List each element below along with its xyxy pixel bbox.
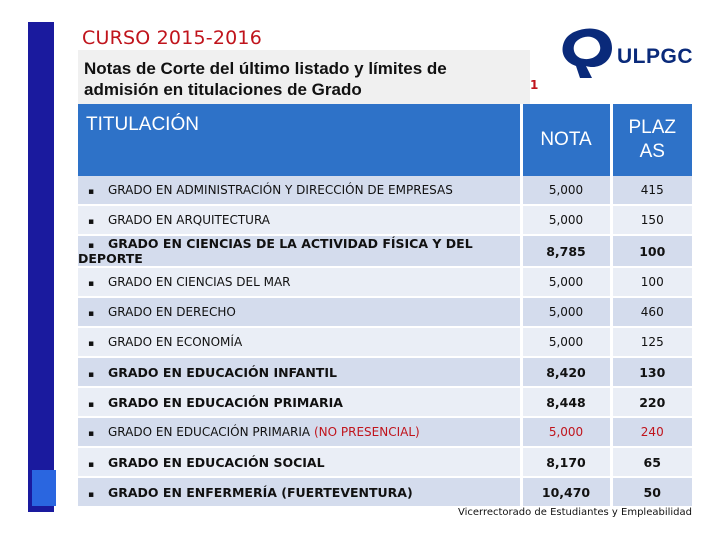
page-subtitle: [84, 58, 524, 100]
row-nota: 5,000: [521, 205, 611, 235]
row-title: GRADO EN ECONOMÍA: [108, 335, 243, 349]
row-title-suffix: (NO PRESENCIAL): [313, 425, 420, 439]
row-title-cell: [78, 176, 521, 205]
table-row: [78, 267, 692, 297]
table-row: [78, 205, 692, 235]
table-row: [78, 176, 692, 205]
row-title-cell: [78, 477, 521, 507]
column-header-nota: NOTA: [521, 104, 611, 176]
table-row: [78, 387, 692, 417]
page-number: 1: [530, 78, 539, 92]
left-accent-bar: [28, 22, 54, 512]
row-title: GRADO EN EDUCACIÓN SOCIAL: [108, 454, 325, 470]
grades-table: [78, 104, 692, 508]
row-nota: 5,000: [521, 297, 611, 327]
course-title: CURSO 2015-2016: [82, 27, 262, 49]
bullet-icon: ▪: [87, 459, 95, 470]
row-nota: 8,448: [521, 387, 611, 417]
row-title: GRADO EN DERECHO: [108, 305, 236, 319]
row-title: GRADO EN EDUCACIÓN INFANTIL: [108, 364, 337, 380]
table-header-row: [78, 104, 692, 176]
bullet-icon: ▪: [87, 187, 95, 197]
bullet-icon: ▪: [87, 279, 95, 289]
row-plazas: 240: [611, 417, 692, 447]
row-title-cell: [78, 267, 521, 297]
subtitle-line-1: Notas de Corte del último listado y límites de: [84, 59, 447, 78]
row-plazas: 150: [611, 205, 692, 235]
logo-text: ULPGC: [617, 45, 693, 68]
row-title-cell: [78, 205, 521, 235]
row-title: GRADO EN ARQUITECTURA: [108, 213, 271, 227]
row-plazas: 125: [611, 327, 692, 357]
bullet-icon: ▪: [87, 339, 95, 349]
row-nota: 5,000: [521, 176, 611, 205]
row-nota: 10,470: [521, 477, 611, 507]
row-title-cell: [78, 387, 521, 417]
row-nota: 5,000: [521, 417, 611, 447]
bullet-icon: ▪: [87, 369, 95, 380]
table-row: [78, 327, 692, 357]
plazas-header-line-1: PLAZ: [628, 117, 677, 138]
bullet-icon: ▪: [87, 429, 95, 439]
row-title-cell: [78, 357, 521, 387]
row-plazas: 50: [611, 477, 692, 507]
row-nota: 5,000: [521, 267, 611, 297]
plazas-header-line-2: AS: [639, 141, 665, 162]
column-header-plazas: [611, 104, 692, 176]
table-row: [78, 357, 692, 387]
row-title-cell: [78, 327, 521, 357]
row-nota: 8,420: [521, 357, 611, 387]
row-plazas: 415: [611, 176, 692, 205]
table-row: [78, 447, 692, 477]
row-title: GRADO EN EDUCACIÓN PRIMARIA: [108, 394, 343, 410]
table-row: [78, 297, 692, 327]
row-title: GRADO EN ADMINISTRACIÓN Y DIRECCIÓN DE EMPRESAS: [108, 183, 453, 197]
bullet-icon: ▪: [87, 489, 95, 500]
left-accent-square: [32, 470, 56, 506]
bullet-icon: ▪: [87, 399, 95, 410]
row-title: GRADO EN CIENCIAS DEL MAR: [108, 275, 291, 289]
table-row: [78, 235, 692, 267]
row-plazas: 100: [611, 267, 692, 297]
row-plazas: 100: [611, 235, 692, 267]
row-nota: 8,170: [521, 447, 611, 477]
bullet-icon: ▪: [87, 217, 95, 227]
subtitle-line-2: admisión en titulaciones de Grado: [84, 80, 362, 99]
row-plazas: 460: [611, 297, 692, 327]
footer-text: Vicerrectorado de Estudiantes y Empleabilidad: [457, 507, 692, 518]
bullet-icon: ▪: [87, 309, 95, 319]
row-title: GRADO EN CIENCIAS DE LA ACTIVIDAD FÍSICA Y DEL DEPORTE: [78, 236, 473, 266]
row-title: GRADO EN EDUCACIÓN PRIMARIA: [108, 425, 311, 439]
row-plazas: 130: [611, 357, 692, 387]
table-row: [78, 417, 692, 447]
table-row: [78, 477, 692, 507]
row-nota: 8,785: [521, 235, 611, 267]
row-plazas: 65: [611, 447, 692, 477]
row-plazas: 220: [611, 387, 692, 417]
logo-emblem-icon: [563, 29, 613, 78]
row-title-cell: [78, 235, 521, 267]
row-title-cell: [78, 297, 521, 327]
column-header-titulacion: TITULACIÓN: [78, 104, 521, 176]
row-title-cell: [78, 417, 521, 447]
bullet-icon: ▪: [87, 241, 95, 251]
row-nota: 5,000: [521, 327, 611, 357]
row-title: GRADO EN ENFERMERÍA (FUERTEVENTURA): [108, 484, 413, 500]
row-title-cell: [78, 447, 521, 477]
